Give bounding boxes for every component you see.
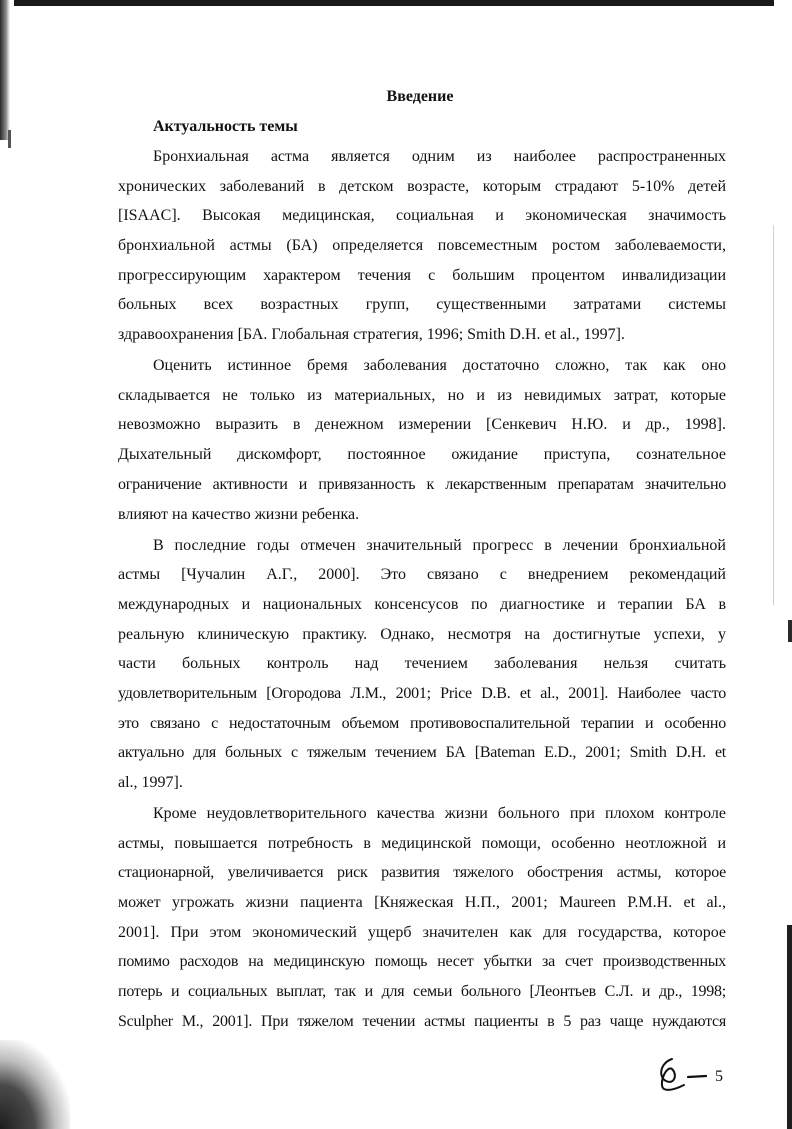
text-line: хронических заболеваний в детском возрасте, которым страдают 5-10% детей — [118, 178, 726, 195]
text-line: Бронхиальная астма является одним из наиболее распространенных — [153, 148, 726, 165]
text-line: это связано с недостаточным объемом противовоспалительной терапии и особенно — [118, 715, 726, 732]
text-line: больных всех возрастных групп, существенными затратами системы — [118, 296, 726, 313]
scan-left-edge — [0, 0, 10, 140]
text-line: бронхиальной астмы (БА) определяется повсеместным ростом заболеваемости, — [118, 237, 726, 254]
text-line: Кроме неудовлетворительного качества жизни больного при плохом контроле — [153, 805, 726, 822]
scan-left-mark — [8, 130, 11, 148]
text-line: [ISAAC]. Высокая медицинская, социальная и экономическая значимость — [118, 207, 726, 224]
scan-right-edge-mark — [788, 620, 792, 642]
text-line: невозможно выразить в денежном измерении [Сенкевич Н.Ю. и др., 1998]. — [118, 416, 726, 433]
text-line: астмы [Чучалин А.Г., 2000]. Это связано с внедрением рекомендаций — [118, 566, 726, 583]
text-line: Дыхательный дискомфорт, постоянное ожидание приступа, сознательное — [118, 446, 726, 463]
text-line: помимо расходов на медицинскую помощь несет убытки за счет производственных — [118, 953, 726, 970]
text-line: актуально для больных с тяжелым течением БА [Bateman E.D., 2001; Smith D.H. et — [118, 744, 726, 761]
scan-corner-shadow — [0, 1040, 70, 1129]
text-line: может угрожать жизни пациента [Княжеская Н.П., 2001; Maureen P.M.H. et al., — [118, 894, 726, 911]
text-line: потерь и социальных выплат, так и для семьи больного [Леонтьев С.Л. и др., 1998; — [118, 983, 726, 1000]
handwritten-initials — [650, 1055, 710, 1095]
scan-right-line — [773, 225, 774, 605]
text-line: части больных контроль над течением заболевания нельзя считать — [118, 655, 726, 672]
section-heading: Актуальность темы — [153, 118, 298, 135]
text-line: прогрессирующим характером течения с большим процентом инвалидизации — [118, 267, 726, 284]
text-line: 2001]. При этом экономический ущерб значителен как для государства, которое — [118, 924, 726, 941]
text-line: международных и национальных консенсусов по диагностике и терапии БА в — [118, 596, 726, 613]
text-line: ограничение активности и привязанность к лекарственным препаратам значительно — [118, 476, 726, 493]
text-line: Sculpher M., 2001]. При тяжелом течении астмы пациенты в 5 раз чаще нуждаются — [118, 1013, 726, 1030]
page-number: 5 — [715, 1068, 723, 1085]
text-line: влияют на качество жизни ребенка. — [118, 506, 360, 523]
scan-right-edge-shadow — [787, 925, 792, 1129]
text-line: стационарной, увеличивается риск развития тяжелого обострения астмы, которое — [118, 864, 726, 881]
page-title: Введение — [386, 88, 454, 105]
text-line: al., 1997]. — [118, 774, 183, 791]
text-line: астмы, повышается потребность в медицинской помощи, особенно неотложной и — [118, 835, 726, 852]
text-line: здравоохранения [БА. Глобальная стратегия, 1996; Smith D.H. et al., 1997]. — [118, 326, 625, 343]
scan-top-border — [14, 0, 774, 6]
text-line: реальную клиническую практику. Однако, несмотря на достигнутые успехи, у — [118, 626, 726, 643]
text-line: складывается не только из материальных, но и из невидимых затрат, которые — [118, 387, 726, 404]
text-line: Оценить истинное бремя заболевания достаточно сложно, так как оно — [153, 357, 726, 374]
text-line: В последние годы отмечен значительный прогресс в лечении бронхиальной — [153, 537, 726, 554]
text-line: удовлетворительным [Огородова Л.М., 2001; Price D.B. et al., 2001]. Наиболее часто — [118, 685, 726, 702]
